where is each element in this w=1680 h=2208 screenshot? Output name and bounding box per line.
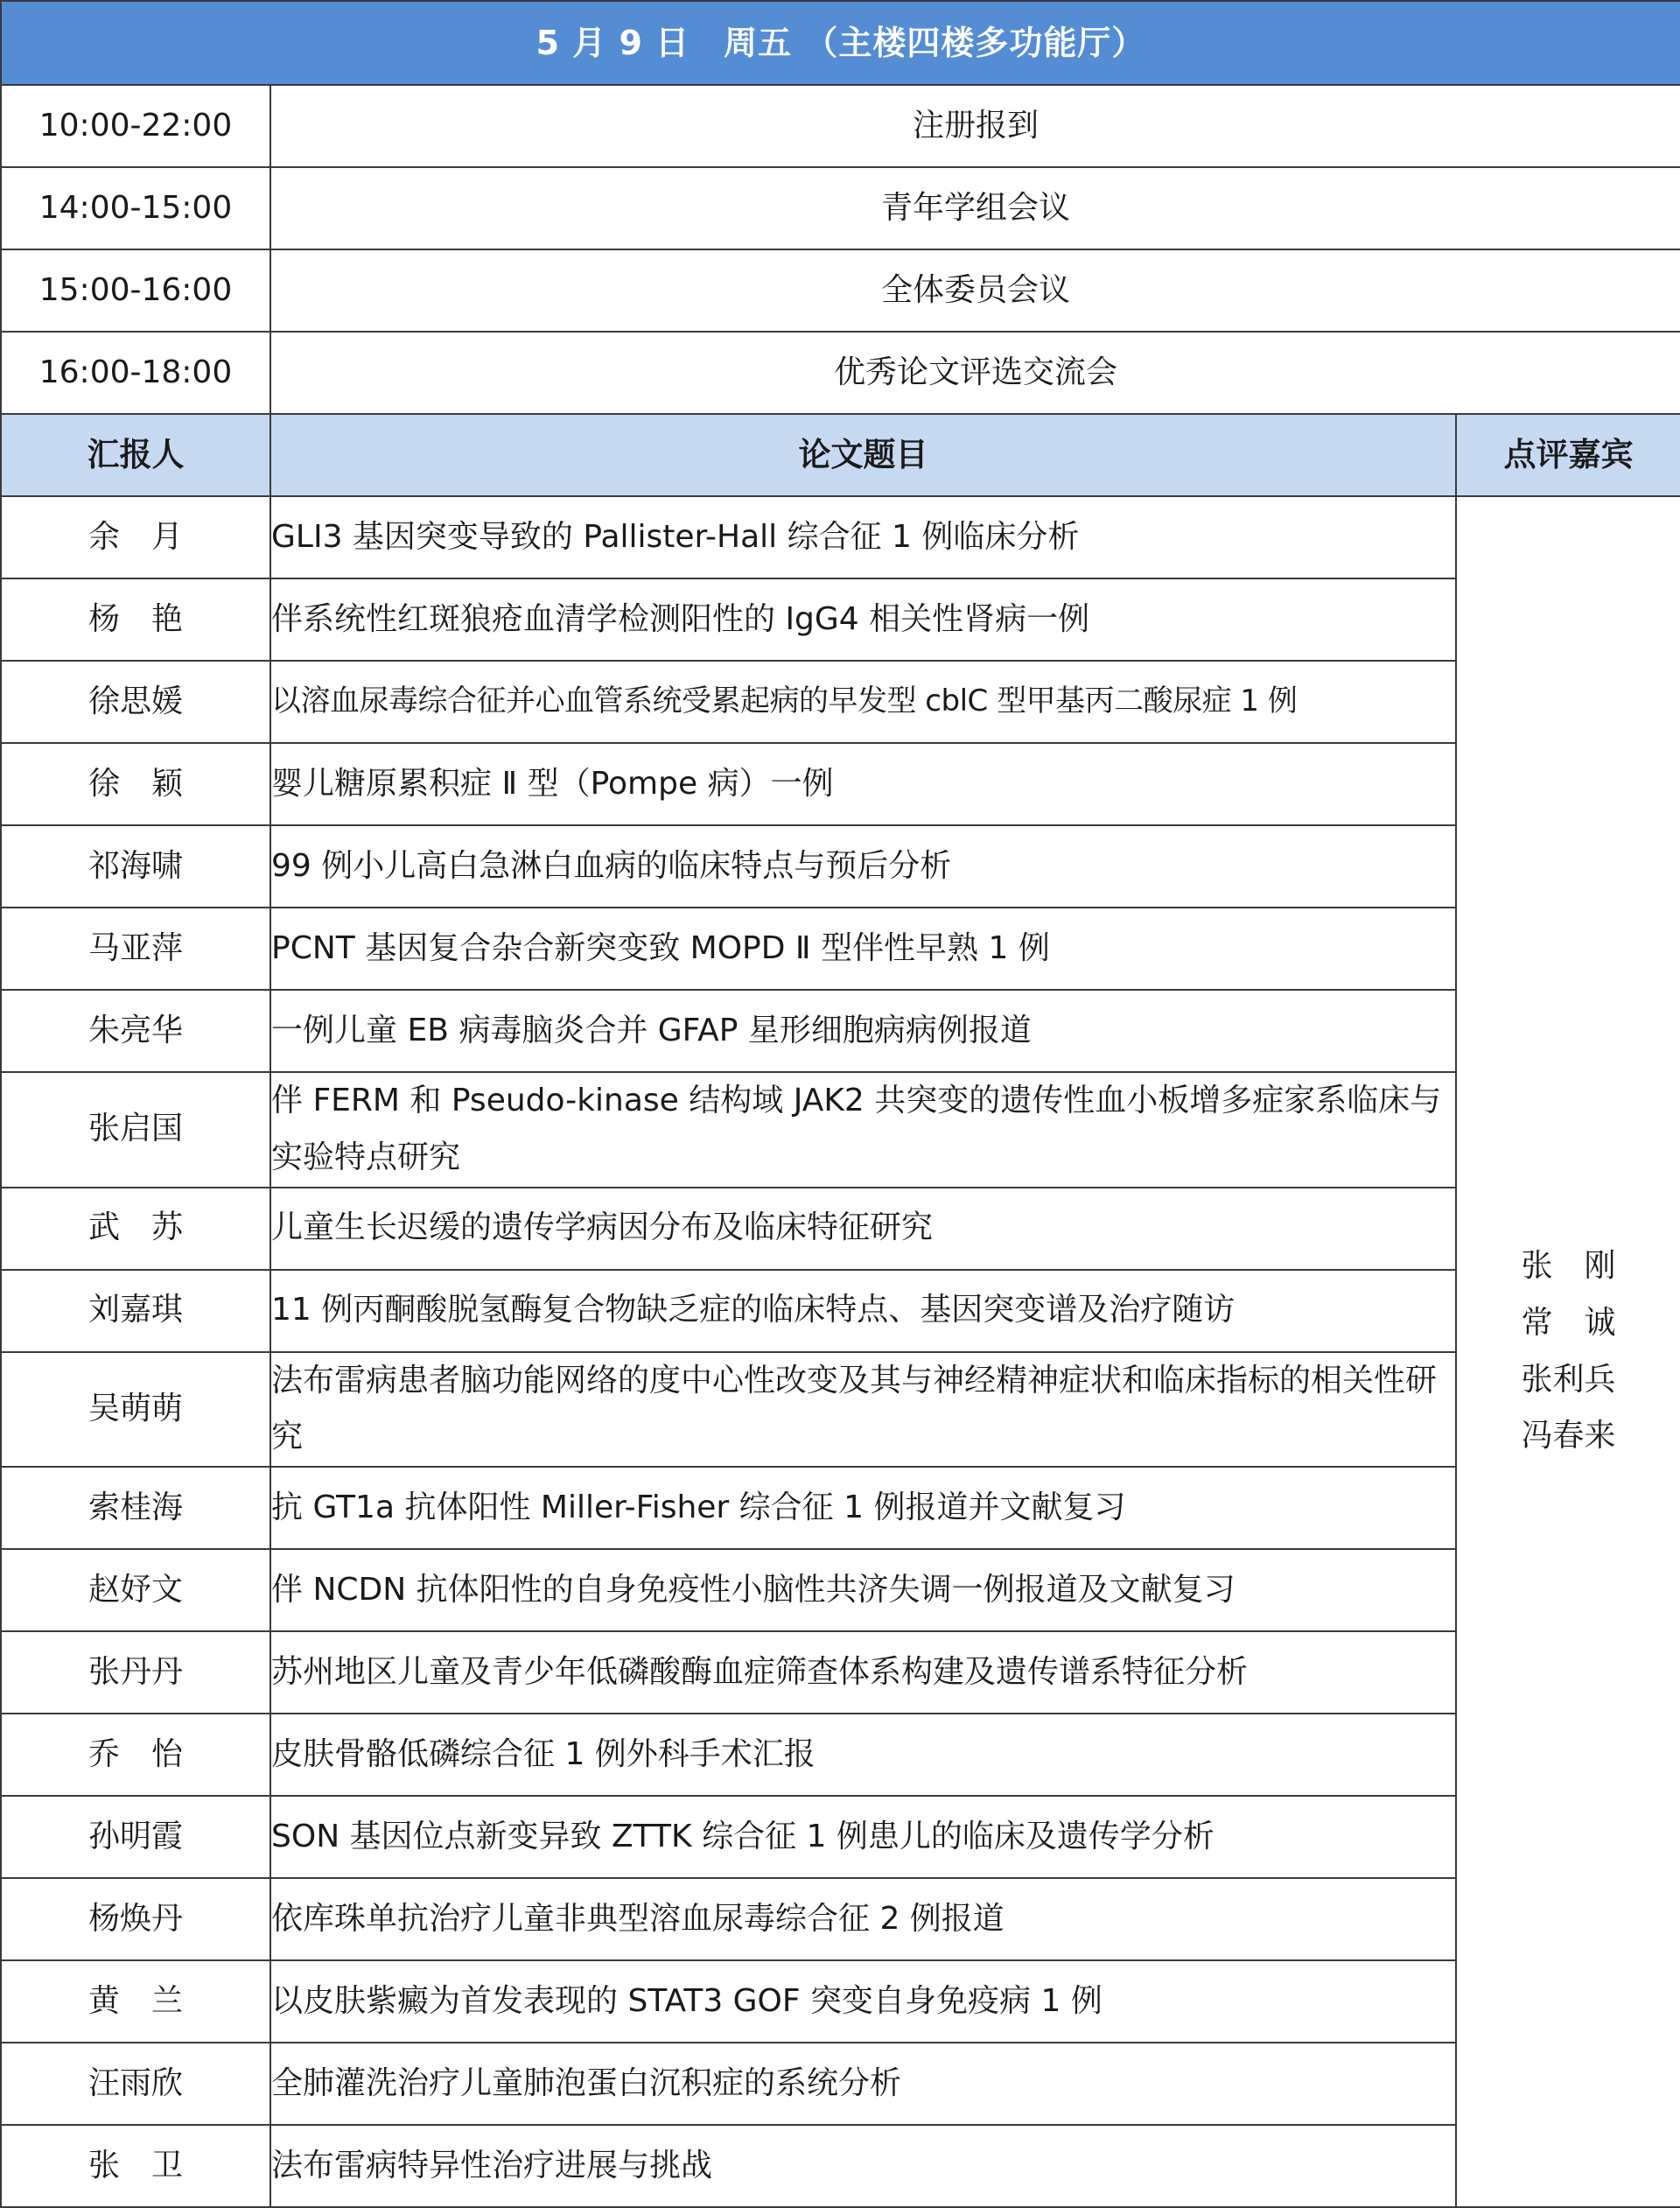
paper-title: 以皮肤紫癜为首发表现的 STAT3 GOF 突变自身免疫病 1 例 bbox=[270, 1960, 1456, 2043]
presenter-name: 吴萌萌 bbox=[1, 1352, 270, 1468]
paper-title: 99 例小儿高白急淋白血病的临床特点与预后分析 bbox=[270, 825, 1456, 908]
reviewer-name: 冯春来 bbox=[1521, 1418, 1616, 1454]
reviewer-name: 张 刚 bbox=[1521, 1248, 1616, 1284]
paper-title: 11 例丙酮酸脱氢酶复合物缺乏症的临床特点、基因突变谱及治疗随访 bbox=[270, 1270, 1456, 1352]
paper-title: 苏州地区儿童及青少年低磷酸酶血症筛查体系构建及遗传谱系特征分析 bbox=[270, 1631, 1456, 1714]
agenda-time: 16:00-18:00 bbox=[1, 332, 270, 414]
presenter-name: 张 卫 bbox=[1, 2125, 270, 2207]
paper-row bbox=[1, 1796, 1680, 1878]
presenter-name: 赵妤文 bbox=[1, 1549, 270, 1631]
paper-row bbox=[1, 990, 1680, 1072]
paper-row bbox=[1, 1072, 1680, 1188]
day-banner: 5 月 9 日 周五 （主楼四楼多功能厅） bbox=[1, 1, 1680, 85]
paper-title: 伴系统性红斑狼疮血清学检测阳性的 IgG4 相关性肾病一例 bbox=[270, 578, 1456, 661]
presenter-name: 徐思媛 bbox=[1, 661, 270, 743]
paper-row bbox=[1, 1878, 1680, 1960]
paper-row bbox=[1, 2043, 1680, 2125]
paper-row bbox=[1, 1352, 1680, 1468]
agenda-row bbox=[1, 332, 1680, 414]
column-header-title: 论文题目 bbox=[270, 414, 1456, 496]
presenter-name: 乔 怡 bbox=[1, 1714, 270, 1796]
paper-title: 婴儿糖原累积症 Ⅱ 型（Pompe 病）一例 bbox=[270, 743, 1456, 825]
agenda-row bbox=[1, 85, 1680, 167]
paper-title: 抗 GT1a 抗体阳性 Miller-Fisher 综合征 1 例报道并文献复习 bbox=[270, 1467, 1456, 1549]
presenter-name: 刘嘉琪 bbox=[1, 1270, 270, 1352]
day-banner-row bbox=[1, 1, 1680, 85]
presenter-name: 汪雨欣 bbox=[1, 2043, 270, 2125]
agenda-row bbox=[1, 249, 1680, 332]
paper-title: 伴 FERM 和 Pseudo-kinase 结构域 JAK2 共突变的遗传性血小板增多症家系临床与实验特点研究 bbox=[270, 1072, 1456, 1188]
reviewer-panel bbox=[1456, 496, 1680, 2207]
paper-title: 法布雷病患者脑功能网络的度中心性改变及其与神经精神症状和临床指标的相关性研究 bbox=[270, 1352, 1456, 1468]
paper-title: 法布雷病特异性治疗进展与挑战 bbox=[270, 2125, 1456, 2207]
presenter-name: 张启国 bbox=[1, 1072, 270, 1188]
agenda-time: 14:00-15:00 bbox=[1, 167, 270, 249]
agenda-event: 青年学组会议 bbox=[270, 167, 1680, 249]
paper-row bbox=[1, 1631, 1680, 1714]
paper-title: 一例儿童 EB 病毒脑炎合并 GFAP 星形细胞病病例报道 bbox=[270, 990, 1456, 1072]
paper-row bbox=[1, 743, 1680, 825]
reviewer-name: 张利兵 bbox=[1521, 1361, 1616, 1398]
presenter-name: 张丹丹 bbox=[1, 1631, 270, 1714]
paper-row bbox=[1, 1270, 1680, 1352]
column-header-presenter: 汇报人 bbox=[1, 414, 270, 496]
column-header-row bbox=[1, 414, 1680, 496]
paper-title: 伴 NCDN 抗体阳性的自身免疫性小脑性共济失调一例报道及文献复习 bbox=[270, 1549, 1456, 1631]
paper-row bbox=[1, 1467, 1680, 1549]
presenter-name: 祁海啸 bbox=[1, 825, 270, 908]
paper-title: 皮肤骨骼低磷综合征 1 例外科手术汇报 bbox=[270, 1714, 1456, 1796]
paper-row bbox=[1, 661, 1680, 743]
presenter-name: 武 苏 bbox=[1, 1188, 270, 1270]
paper-row bbox=[1, 1188, 1680, 1270]
agenda-event: 注册报到 bbox=[270, 85, 1680, 167]
presenter-name: 马亚萍 bbox=[1, 908, 270, 990]
paper-row bbox=[1, 496, 1680, 578]
paper-row bbox=[1, 908, 1680, 990]
paper-title: GLI3 基因突变导致的 Pallister-Hall 综合征 1 例临床分析 bbox=[270, 496, 1456, 578]
paper-title: 儿童生长迟缓的遗传学病因分布及临床特征研究 bbox=[270, 1188, 1456, 1270]
paper-title: PCNT 基因复合杂合新突变致 MOPD Ⅱ 型伴性早熟 1 例 bbox=[270, 908, 1456, 990]
paper-title: 依库珠单抗治疗儿童非典型溶血尿毒综合征 2 例报道 bbox=[270, 1878, 1456, 1960]
paper-title: 全肺灌洗治疗儿童肺泡蛋白沉积症的系统分析 bbox=[270, 2043, 1456, 2125]
paper-row bbox=[1, 1549, 1680, 1631]
presenter-name: 黄 兰 bbox=[1, 1960, 270, 2043]
presenter-name: 杨 艳 bbox=[1, 578, 270, 661]
paper-row bbox=[1, 1960, 1680, 2043]
presenter-name: 余 月 bbox=[1, 496, 270, 578]
presenter-name: 徐 颖 bbox=[1, 743, 270, 825]
agenda-row bbox=[1, 167, 1680, 249]
agenda-event: 优秀论文评选交流会 bbox=[270, 332, 1680, 414]
agenda-time: 10:00-22:00 bbox=[1, 85, 270, 167]
paper-row bbox=[1, 825, 1680, 908]
paper-row bbox=[1, 2125, 1680, 2207]
presenter-name: 索桂海 bbox=[1, 1467, 270, 1549]
presenter-name: 杨焕丹 bbox=[1, 1878, 270, 1960]
paper-row bbox=[1, 578, 1680, 661]
presenter-name: 孙明霞 bbox=[1, 1796, 270, 1878]
agenda-event: 全体委员会议 bbox=[270, 249, 1680, 332]
column-header-reviewers: 点评嘉宾 bbox=[1456, 414, 1680, 496]
paper-title: SON 基因位点新变异致 ZTTK 综合征 1 例患儿的临床及遗传学分析 bbox=[270, 1796, 1456, 1878]
paper-title: 以溶血尿毒综合征并心血管系统受累起病的早发型 cblC 型甲基丙二酸尿症 1 例 bbox=[270, 661, 1456, 743]
reviewer-name: 常 诚 bbox=[1521, 1304, 1616, 1341]
schedule-body bbox=[1, 1, 1680, 2207]
presenter-name: 朱亮华 bbox=[1, 990, 270, 1072]
paper-row bbox=[1, 1714, 1680, 1796]
agenda-time: 15:00-16:00 bbox=[1, 249, 270, 332]
